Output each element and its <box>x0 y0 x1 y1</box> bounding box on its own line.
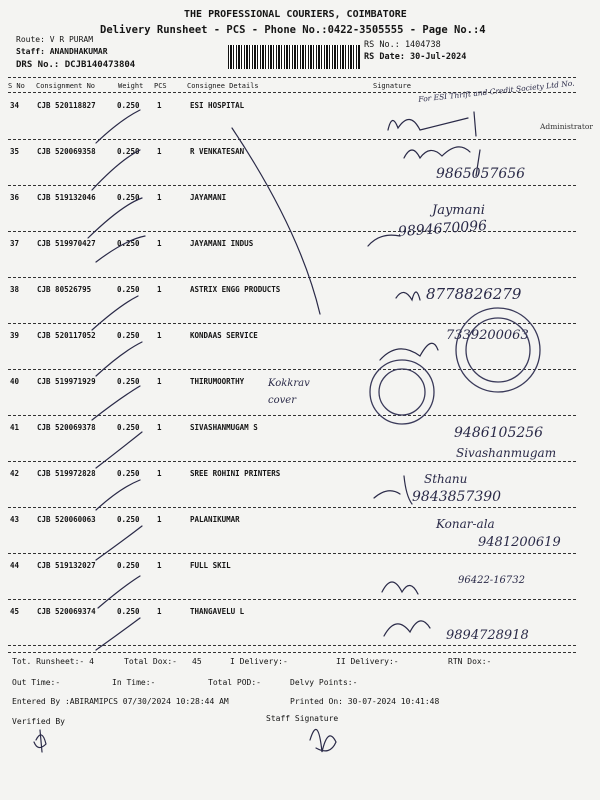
handwritten-phone-42: 9843857390 <box>412 489 502 505</box>
row-weight: 0.250 <box>117 101 140 110</box>
runsheet-title: Delivery Runsheet - PCS - Phone No.:0422-3505555 - Page No.:4 <box>100 24 486 36</box>
handwritten-phone-39: 7339200063 <box>446 328 529 343</box>
row-sno: 38 <box>10 285 20 294</box>
handwritten-note-40: Kokkrav cover <box>268 378 310 406</box>
row-pcs: 1 <box>157 101 162 110</box>
row-consignment-no: CJB 520060063 <box>37 515 96 524</box>
drs-number: DRS No.: DCJB140473804 <box>16 60 136 70</box>
entered-by: Entered By :ABIRAMIPCS 07/30/2024 10:28:44 AM <box>12 697 229 706</box>
total-dox-label: Total Dox:- <box>124 657 177 666</box>
row-weight: 0.250 <box>117 147 140 156</box>
row-consignee: THIRUMOORTHY <box>190 377 245 386</box>
row-consignee: ASTRIX ENGG PRODUCTS <box>190 285 281 294</box>
row-consignee: SIVASHANMUGAM S <box>190 423 258 432</box>
row-sno: 42 <box>10 469 20 478</box>
out-time: Out Time:- <box>12 678 61 687</box>
row-pcs: 1 <box>157 193 162 202</box>
staff-label: Staff: ANANDHAKUMAR <box>16 47 108 56</box>
row-sno: 43 <box>10 515 20 524</box>
row-consignee: PALANIKUMAR <box>190 515 240 524</box>
row-consignee: JAYAMANI <box>190 193 227 202</box>
row-consignment-no: CJB 520118827 <box>37 101 96 110</box>
row-consignment-no: CJB 519970427 <box>37 239 96 248</box>
ii-delivery: II Delivery:- <box>336 657 399 666</box>
administrator-text: Administrator <box>540 122 593 131</box>
rtn-dox: RTN Dox:- <box>448 657 492 666</box>
row-pcs: 1 <box>157 515 162 524</box>
handwritten-name-41: Sivashanmugam <box>456 446 557 460</box>
row-consignee: ESI HOSPITAL <box>190 101 245 110</box>
row-pcs: 1 <box>157 285 162 294</box>
handwritten-phone-43: 9481200619 <box>478 535 561 550</box>
row-consignment-no: CJB 520069378 <box>37 423 96 432</box>
row-consignee: KONDAAS SERVICE <box>190 331 258 340</box>
row-weight: 0.250 <box>117 515 140 524</box>
row-sno: 37 <box>10 239 20 248</box>
handwritten-phone-38: 8778826279 <box>426 285 522 303</box>
handwritten-name-42: Sthanu <box>424 472 468 486</box>
handwritten-phone-41: 9486105256 <box>454 425 544 441</box>
handwritten-phone-44: 96422-16732 <box>458 575 526 586</box>
row-weight: 0.250 <box>117 285 140 294</box>
row-pcs: 1 <box>157 423 162 432</box>
row-sno: 35 <box>10 147 20 156</box>
esi-stamp-text: For ESI Thrift and Credit Society Ltd No. <box>417 78 575 104</box>
row-weight: 0.250 <box>117 607 140 616</box>
row-consignee: R VENKATESAN <box>190 147 245 156</box>
row-sno: 40 <box>10 377 20 386</box>
staff-signature-label: Staff Signature <box>266 714 339 723</box>
col-pcs: PCS <box>154 82 167 90</box>
row-pcs: 1 <box>157 607 162 616</box>
total-dox-value: 45 <box>192 657 202 666</box>
col-sno: S No <box>8 82 25 90</box>
row-consignment-no: CJB 519972828 <box>37 469 96 478</box>
in-time: In Time:- <box>112 678 156 687</box>
handwritten-name-43: Konar-ala <box>436 517 495 531</box>
rs-date: RS Date: 30-Jul-2024 <box>364 52 467 62</box>
handwritten-phone-35: 9865057656 <box>436 166 526 182</box>
col-signature: Signature <box>373 82 411 90</box>
row-sno: 39 <box>10 331 20 340</box>
row-weight: 0.250 <box>117 239 140 248</box>
row-consignment-no: CJB 520117052 <box>37 331 96 340</box>
row-consignment-no: CJB 520069358 <box>37 147 96 156</box>
row-weight: 0.250 <box>117 469 140 478</box>
row-sno: 36 <box>10 193 20 202</box>
row-consignment-no: CJB 520069374 <box>37 607 96 616</box>
row-consignment-no: CJB 519132046 <box>37 193 96 202</box>
row-sno: 44 <box>10 561 20 570</box>
footer-divider <box>8 652 576 653</box>
row-consignment-no: CJB 519132027 <box>37 561 96 570</box>
handwritten-phone-36: 9894670096 <box>397 217 488 241</box>
delvy-points: Delvy Points:- <box>290 678 358 687</box>
tot-runsheet: Tot. Runsheet:- 4 <box>12 657 94 666</box>
row-weight: 0.250 <box>117 331 140 340</box>
handwritten-phone-45: 9894728918 <box>446 628 529 643</box>
handwritten-name-36: Jaymani <box>432 203 485 218</box>
i-delivery: I Delivery:- <box>230 657 288 666</box>
company-name: THE PROFESSIONAL COURIERS, COIMBATORE <box>184 9 407 20</box>
row-consignment-no: CJB 519971929 <box>37 377 96 386</box>
row-pcs: 1 <box>157 561 162 570</box>
row-consignee: JAYAMANI INDUS <box>190 239 254 248</box>
total-pod: Total POD:- <box>208 678 261 687</box>
printed-on: Printed On: 30-07-2024 10:41:48 <box>290 697 440 706</box>
rs-number: RS No.: 1404738 <box>364 40 441 50</box>
col-consignee: Consignee Details <box>187 82 259 90</box>
col-weight: Weight <box>118 82 144 90</box>
row-pcs: 1 <box>157 331 162 340</box>
row-consignee: THANGAVELU L <box>190 607 245 616</box>
row-weight: 0.250 <box>117 193 140 202</box>
row-pcs: 1 <box>157 147 162 156</box>
row-consignee: FULL SKIL <box>190 561 231 570</box>
row-pcs: 1 <box>157 239 162 248</box>
row-weight: 0.250 <box>117 561 140 570</box>
row-sno: 41 <box>10 423 20 432</box>
row-consignment-no: CJB 80526795 <box>37 285 92 294</box>
col-consignment: Consignment No <box>36 82 96 90</box>
row-sno: 45 <box>10 607 20 616</box>
row-pcs: 1 <box>157 377 162 386</box>
row-consignee: SREE ROHINI PRINTERS <box>190 469 281 478</box>
row-sno: 34 <box>10 101 20 110</box>
route-label: Route: V R PURAM <box>16 35 94 44</box>
verified-by: Verified By <box>12 717 65 726</box>
row-weight: 0.250 <box>117 377 140 386</box>
row-weight: 0.250 <box>117 423 140 432</box>
row-pcs: 1 <box>157 469 162 478</box>
